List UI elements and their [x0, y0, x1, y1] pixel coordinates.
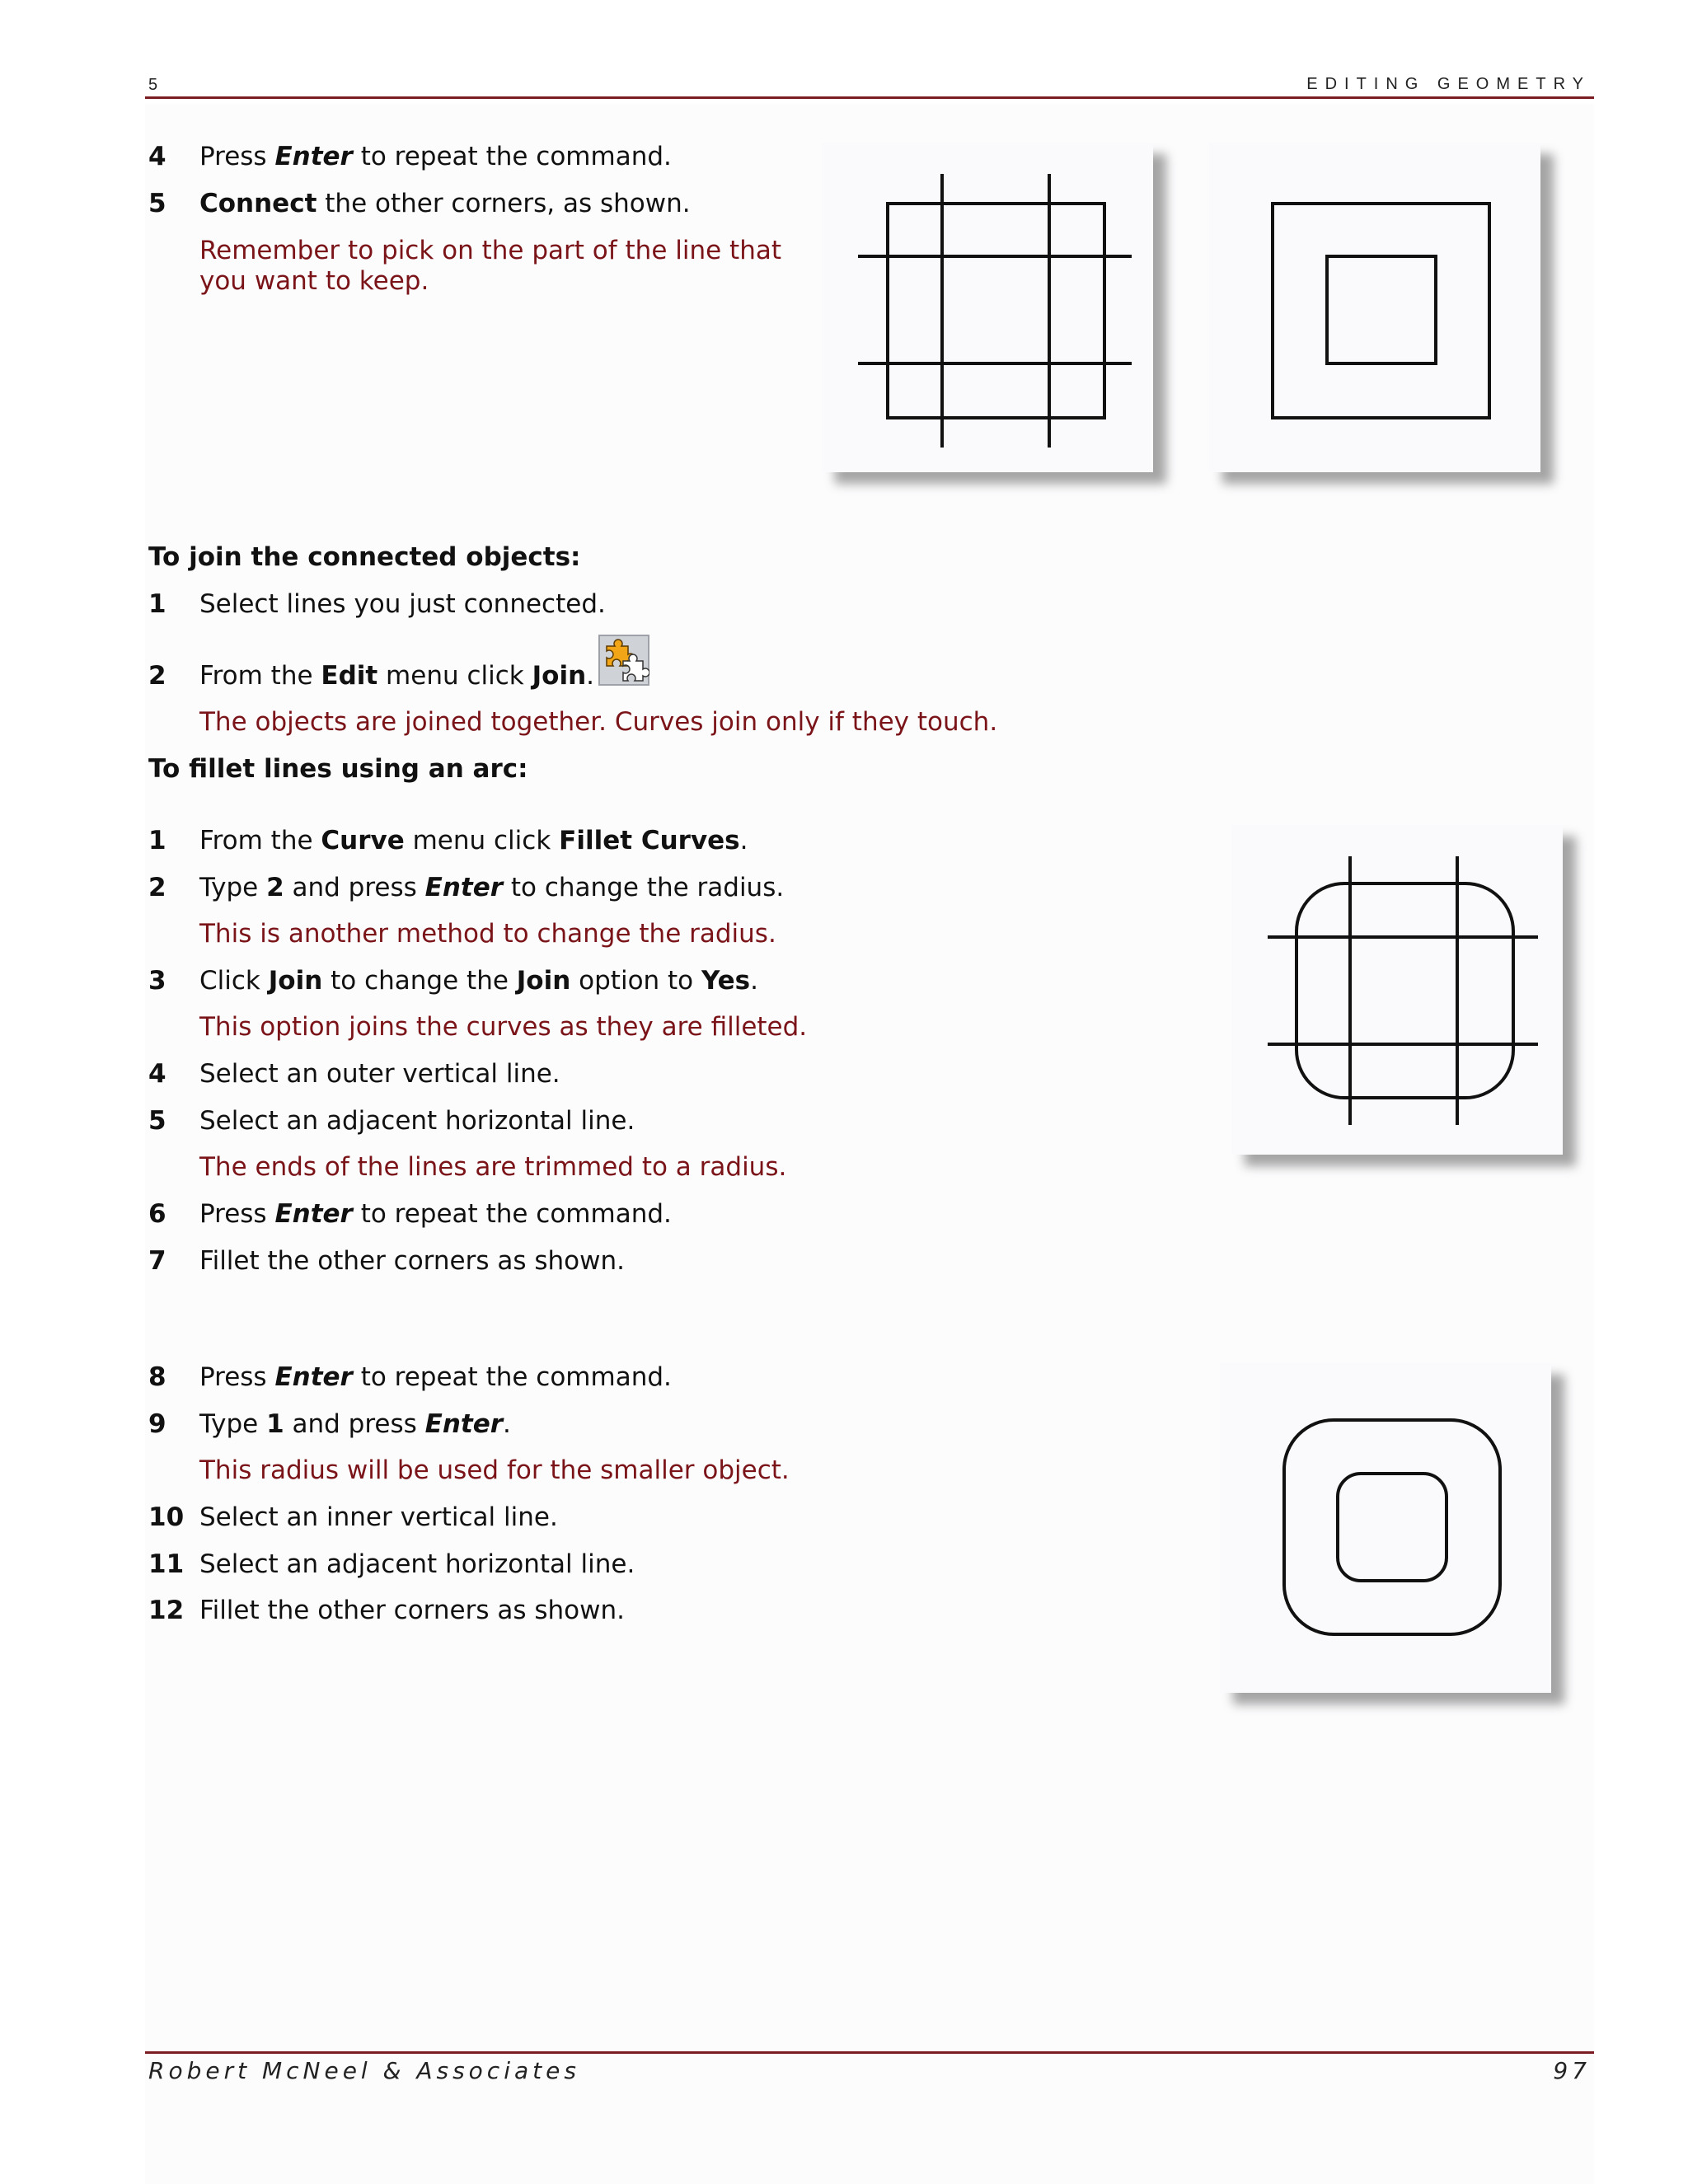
footer-rule	[145, 2051, 1594, 2054]
step-number: 12	[148, 1596, 185, 1625]
step-text: Select an outer vertical line.	[199, 1059, 560, 1089]
step-number: 6	[148, 1199, 166, 1229]
step-number: 3	[148, 966, 166, 996]
step-text: From the Curve menu click Fillet Curves.	[199, 826, 748, 855]
step-number: 8	[148, 1362, 166, 1392]
figure-connected-squares	[1209, 143, 1540, 472]
step-text: Press Enter to repeat the command.	[199, 1199, 672, 1229]
step-text: Type 1 and press Enter.	[199, 1409, 511, 1439]
step-text: Select an adjacent horizontal line.	[199, 1549, 635, 1579]
section-heading: To fillet lines using an arc:	[148, 754, 528, 784]
join-puzzle-icon	[598, 635, 649, 686]
step-number: 11	[148, 1549, 185, 1579]
step-text: Press Enter to repeat the command.	[199, 142, 672, 171]
step-note: This radius will be used for the smaller object.	[199, 1455, 790, 1485]
step-text: From the Edit menu click Join.	[199, 661, 594, 691]
step-number: 4	[148, 142, 166, 171]
step-number: 10	[148, 1502, 185, 1532]
figure-rounded-squares	[1220, 1363, 1551, 1693]
header-page-number: 5	[148, 76, 158, 94]
step-text: Fillet the other corners as shown.	[199, 1246, 625, 1276]
step-number: 2	[148, 661, 166, 691]
figure-filleted-grid	[1231, 825, 1563, 1155]
step-text: Fillet the other corners as shown.	[199, 1596, 625, 1625]
step-note: you want to keep.	[199, 266, 429, 296]
header-chapter-title: EDITING GEOMETRY	[1306, 75, 1591, 93]
step-number: 4	[148, 1059, 166, 1089]
step-text: Select lines you just connected.	[199, 589, 606, 619]
step-text: Click Join to change the Join option to Yes.	[199, 966, 758, 996]
step-note: This option joins the curves as they are filleted.	[199, 1012, 808, 1042]
step-number: 2	[148, 873, 166, 902]
section-heading: To join the connected objects:	[148, 542, 581, 572]
figure-grid-lines	[822, 143, 1153, 472]
step-number: 7	[148, 1246, 166, 1276]
step-text: Type 2 and press Enter to change the radius.	[199, 873, 785, 902]
step-note: The objects are joined together. Curves join only if they touch.	[199, 707, 998, 737]
step-text: Select an inner vertical line.	[199, 1502, 558, 1532]
step-number: 5	[148, 189, 166, 218]
step-number: 5	[148, 1106, 166, 1136]
footer-publisher: Robert McNeel & Associates	[148, 2057, 580, 2084]
step-number: 9	[148, 1409, 166, 1439]
step-note: The ends of the lines are trimmed to a radius.	[199, 1152, 787, 1182]
step-number: 1	[148, 826, 166, 855]
step-note: This is another method to change the radius.	[199, 919, 776, 949]
step-text: Select an adjacent horizontal line.	[199, 1106, 635, 1136]
step-number: 1	[148, 589, 166, 619]
step-note: Remember to pick on the part of the line that	[199, 236, 781, 265]
footer-page-number: 97	[1553, 2057, 1591, 2084]
header-rule	[145, 96, 1594, 99]
step-text: Press Enter to repeat the command.	[199, 1362, 672, 1392]
step-text: Connect the other corners, as shown.	[199, 189, 691, 218]
